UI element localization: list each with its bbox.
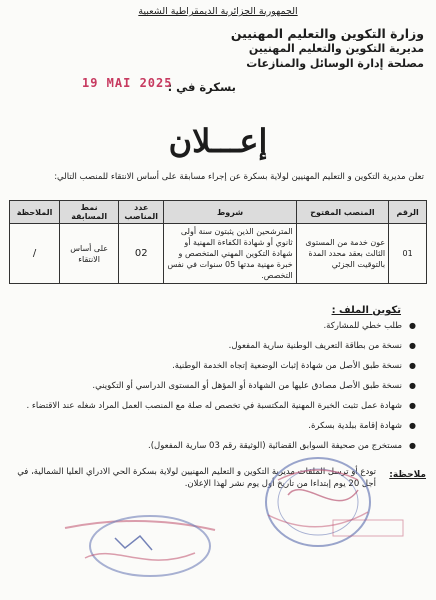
note-text: تودع أو ترسل الملفات مديرية التكوين و التعليم المهنيين لولاية بسكرة الحي الادراي العليا الشمالية، في أجل 20 يوم إبتداءا من تاريخ أول يوم نشر لهذا الإعلان. [17, 467, 376, 489]
list-item: ● طلب خطي للمشاركة. [16, 320, 416, 332]
page-title: إعـــلان [168, 122, 268, 160]
date-stamp: 19 MAI 2025 [82, 76, 173, 90]
header-conditions: شروط [164, 201, 296, 224]
list-item: ● نسخة طبق الأصل من شهادة إثبات الوضعية إتجاه الخدمة الوطنية. [16, 360, 416, 372]
cell-type: على أساس الانتقاء [60, 224, 119, 284]
list-item: ● مستخرج من صحيفة السوابق القضائية (الوثيقة رقم 03 سارية المفعول). [16, 440, 416, 452]
official-seal-left [55, 508, 225, 584]
list-item: ● شهادة إقامة ببلدية بسكرة. [16, 420, 416, 432]
note-label: ملاحظة: [389, 470, 426, 480]
header-count: عدد المناصب [119, 201, 164, 224]
list-item: ● نسخة من بطاقة التعريف الوطنية سارية المفعول. [16, 340, 416, 352]
list-item: ● شهادة عمل تثبت الخبرة المهنية المكتسبة في تخصص له صلة مع المنصب العمل المراد شغله عند الاقتضاء . [16, 400, 416, 412]
positions-table [9, 200, 427, 284]
documents-list [16, 320, 416, 460]
cell-notes: / [10, 224, 60, 284]
directorate-name: مديرية التكوين والتعليم المهنيين [248, 42, 424, 55]
institution-header [231, 26, 424, 71]
cell-count: 02 [119, 224, 164, 284]
header-type: نمط المسابقة [60, 201, 119, 224]
service-name: مصلحة إدارة الوسائل والمنازعات [246, 57, 424, 70]
cell-num: 01 [389, 224, 427, 284]
table-row [10, 224, 427, 284]
header-post: المنصب المفتوح [296, 201, 388, 224]
intro-paragraph: تعلن مديرية التكوين و التعليم المهنيين لولاية بسكرة عن إجراء مسابقة على أساس الانتقاء للمنصب التالي: [54, 172, 424, 182]
cell-post: عون خدمة من المستوى الثالث بعقد محدد المدة بالتوقيت الجزئي [296, 224, 388, 284]
republic-heading: الجمهورية الجزائرية الديمقراطية الشعبية [138, 6, 298, 17]
list-item: ● نسخة طبق الأصل مصادق عليها من الشهادة أو المؤهل أو المستوى الدراسي أو التكويني. [16, 380, 416, 392]
header-notes: الملاحظة [10, 201, 60, 224]
ministry-name: وزارة التكوين والتعليم المهنيين [230, 26, 424, 41]
city-date-label: بسكرة في : [167, 80, 236, 94]
official-seal-right [248, 440, 418, 550]
table-header-row [10, 201, 427, 224]
cell-conditions: المترشحين الذين يثبتون سنة أولى ثانوي أو شهادة الكفاءة المهنية أو شهادة التكوين المهني المتخصص و خبرة مهنية مدتها 05 سنوات في نفس التخصص. [164, 224, 296, 284]
header-num: الرقم [389, 201, 427, 224]
file-section-title: تكوين الملف : [331, 305, 401, 316]
